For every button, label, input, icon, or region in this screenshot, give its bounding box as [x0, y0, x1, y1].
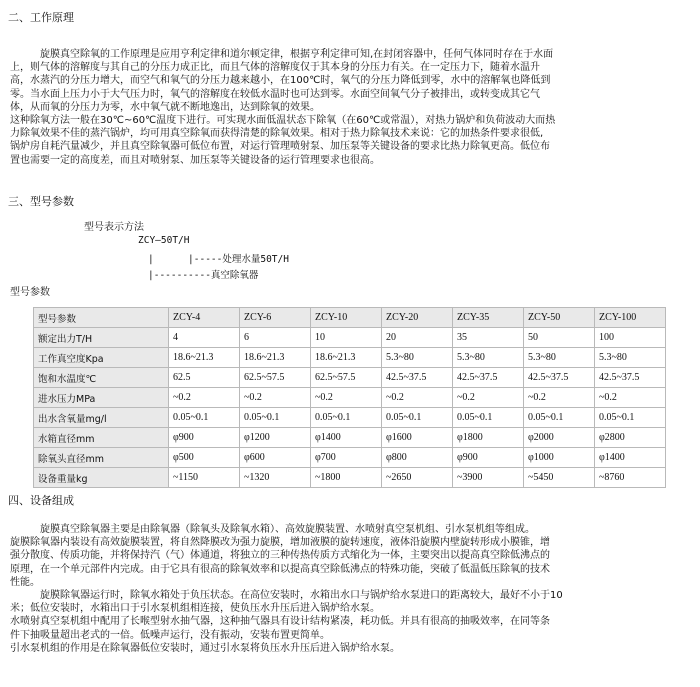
table-cell: 18.6~21.3	[169, 348, 240, 368]
table-cell: 62.5~57.5	[311, 368, 382, 388]
table-cell: 0.05~0.1	[169, 408, 240, 428]
model-method-title: 型号表示方法	[84, 222, 144, 233]
paragraph-line: 原理，在一个单元部件内完成。由于它具有很高的除氧效率和以提高真空除低沸点的特殊功能，突破了低温低压除氧的技术	[10, 563, 550, 575]
table-cell: φ900	[169, 428, 240, 448]
paragraph-line: 锅炉房自耗汽量减少，并且真空除氧器可低位布置，对运行管理喷射泵、加压泵等关键设备的要求比热力除氧更高。低位布	[10, 141, 550, 153]
table-cell: ~0.2	[595, 388, 666, 408]
table-cell: φ1400	[595, 448, 666, 468]
table-cell: 6	[240, 328, 311, 348]
section-2-title: 二、工作原理	[8, 11, 74, 24]
paragraph-line: 性能。	[10, 576, 40, 588]
table-cell: 0.05~0.1	[524, 408, 595, 428]
table-cell: 5.3~80	[382, 348, 453, 368]
model-code-line: |----------真空除氧器	[148, 270, 259, 281]
params-title: 型号参数	[10, 287, 50, 298]
table-row	[34, 328, 666, 348]
table-row-label: 出水含氧量mg/l	[34, 408, 169, 428]
paragraph-line: 引水泵机组的作用是在除氧器低位安装时，通过引水泵将负压水升压后进入锅炉给水泵。	[10, 642, 400, 654]
table-cell: φ2000	[524, 428, 595, 448]
table-cell: 0.05~0.1	[382, 408, 453, 428]
section-3-title: 三、型号参数	[8, 195, 74, 208]
paragraph-line: 旋膜真空除氧器主要是由除氧器（除氧头及除氧水箱）、高效旋膜装置、水喷射真空泵机组、引水泵机组等组成。	[40, 524, 535, 535]
table-column-header: ZCY-35	[453, 308, 524, 328]
table-cell: φ1200	[240, 428, 311, 448]
table-row-label: 饱和水温度℃	[34, 368, 169, 388]
table-cell: ~0.2	[524, 388, 595, 408]
model-code-line: | |-----处理水量50T/H	[148, 254, 289, 265]
table-cell: 42.5~37.5	[524, 368, 595, 388]
paragraph-line: 这种除氧方法一般在30℃~60℃温度下进行。可实现水面低温状态下除氧（在60℃或常温），对热力锅炉和负荷波动大而热	[10, 115, 556, 127]
table-column-header: ZCY-4	[169, 308, 240, 328]
table-row	[34, 448, 666, 468]
paragraph-line: 强分散度、传质功能，并将保持汽（气）体通道，将独立的三种传热传质方式缩化为一体，主要突出以提高真空除低沸点的	[10, 550, 550, 562]
table-row-label: 除氧头直径mm	[34, 448, 169, 468]
table-cell: 0.05~0.1	[311, 408, 382, 428]
table-cell: 5.3~80	[524, 348, 595, 368]
table-cell: ~8760	[595, 468, 666, 488]
section-4-title: 四、设备组成	[8, 494, 74, 507]
paragraph-line: 件下抽吸量超出老式的一倍。低噪声运行，没有振动，安装布置更简单。	[10, 629, 330, 641]
paragraph-line: 高，水蒸汽的分压力增大，而空气和氧气的分压力越来越小，在100℃时，氧气的分压力降低到零，水中的溶解氧也降低到	[10, 75, 551, 87]
table-column-header: ZCY-10	[311, 308, 382, 328]
table-cell: 4	[169, 328, 240, 348]
table-cell: 62.5	[169, 368, 240, 388]
table-cell: 18.6~21.3	[240, 348, 311, 368]
table-column-header: ZCY-50	[524, 308, 595, 328]
table-cell: φ1600	[382, 428, 453, 448]
table-cell: ~1800	[311, 468, 382, 488]
table-row-label: 水箱直径mm	[34, 428, 169, 448]
paragraph-line: 旋膜真空除氧的工作原理是应用亨利定律和道尔顿定律，根据亨利定律可知,在封闭容器中，任何气体同时存在于水面	[40, 49, 554, 60]
table-cell: ~0.2	[382, 388, 453, 408]
table-cell: ~1150	[169, 468, 240, 488]
table-row	[34, 368, 666, 388]
table-cell: φ1000	[524, 448, 595, 468]
params-table	[33, 307, 666, 488]
model-code-line: ZCY—50T/H	[138, 235, 190, 246]
table-cell: 0.05~0.1	[453, 408, 524, 428]
table-cell: φ900	[453, 448, 524, 468]
table-row-label: 进水压力MPa	[34, 388, 169, 408]
paragraph-line: 米；低位安装时，水箱出口于引水泵机组相连接，使负压水升压后进入锅炉给水泵。	[10, 603, 380, 615]
table-row	[34, 408, 666, 428]
table-cell: 20	[382, 328, 453, 348]
table-cell: 5.3~80	[595, 348, 666, 368]
table-cell: ~0.2	[240, 388, 311, 408]
table-cell: 100	[595, 328, 666, 348]
paragraph-line: 置也需要一定的高度差，而且对喷射泵、加压泵等关键设备的运行管理要求也很高。	[10, 154, 380, 166]
table-row-label: 设备重量kg	[34, 468, 169, 488]
table-cell: 50	[524, 328, 595, 348]
table-cell: φ600	[240, 448, 311, 468]
table-cell: φ2800	[595, 428, 666, 448]
table-cell: 10	[311, 328, 382, 348]
table-cell: 35	[453, 328, 524, 348]
table-column-header: ZCY-6	[240, 308, 311, 328]
table-cell: φ800	[382, 448, 453, 468]
table-cell: 18.6~21.3	[311, 348, 382, 368]
table-cell: φ1400	[311, 428, 382, 448]
table-cell: 42.5~37.5	[382, 368, 453, 388]
table-corner-header: 型号参数	[34, 308, 169, 328]
section-2-body	[10, 48, 690, 167]
table-cell: ~5450	[524, 468, 595, 488]
table-row	[34, 348, 666, 368]
table-cell: φ700	[311, 448, 382, 468]
table-row-label: 工作真空度Kpa	[34, 348, 169, 368]
table-cell: 0.05~0.1	[595, 408, 666, 428]
table-column-header: ZCY-100	[595, 308, 666, 328]
section-4-body	[10, 523, 690, 655]
paragraph-line: 旋膜除氧器运行时，除氧水箱处于负压状态。在高位安装时，水箱出水口与锅炉给水泵进口的距离较大，最好不小于10	[40, 590, 563, 602]
table-cell: ~3900	[453, 468, 524, 488]
paragraph-line: 体，从而氧的分压力为零，水中氧气就不断地逸出，达到除氧的效果。	[10, 101, 320, 113]
table-row	[34, 468, 666, 488]
table-header-row	[34, 308, 666, 328]
table-cell: ~1320	[240, 468, 311, 488]
table-row	[34, 388, 666, 408]
table-cell: ~2650	[382, 468, 453, 488]
paragraph-line: 零。当水面上压力小于大气压力时，氧气的溶解度在较低水温时也可达到零。水面空间氧气分子被排出，或转变成其它气	[10, 88, 540, 100]
paragraph-line: 上，则气体的溶解度与其自己的分压力成正比，而且气体的溶解度仅于其本身的分压力有关。在一定压力下，随着水温升	[10, 62, 540, 74]
table-cell: 62.5~57.5	[240, 368, 311, 388]
table-row	[34, 428, 666, 448]
table-cell: φ500	[169, 448, 240, 468]
table-cell: ~0.2	[311, 388, 382, 408]
table-cell: 42.5~37.5	[453, 368, 524, 388]
table-cell: ~0.2	[169, 388, 240, 408]
table-cell: 0.05~0.1	[240, 408, 311, 428]
table-cell: 5.3~80	[453, 348, 524, 368]
table-cell: φ1800	[453, 428, 524, 448]
table-row-label: 额定出力T/H	[34, 328, 169, 348]
paragraph-line: 旋膜除氧器内装设有高效旋膜装置，将自然降膜改为强力旋膜，增加液膜的旋转速度，液体沿旋膜内壁旋转形成小膜锥，增	[10, 537, 550, 549]
paragraph-line: 水喷射真空泵机组中配用了长喉型射水抽气器，这种抽气器具有设计结构紧凑，耗功低。并具有很高的抽吸效率，在同等条	[10, 616, 550, 628]
table-column-header: ZCY-20	[382, 308, 453, 328]
paragraph-line: 力除氧效果不佳的蒸汽锅炉，均可用真空除氧而获得清楚的除氧效果。相对于热力除氧技术来说：它的加热条件要求很低,	[10, 128, 544, 140]
table-cell: ~0.2	[453, 388, 524, 408]
table-cell: 42.5~37.5	[595, 368, 666, 388]
